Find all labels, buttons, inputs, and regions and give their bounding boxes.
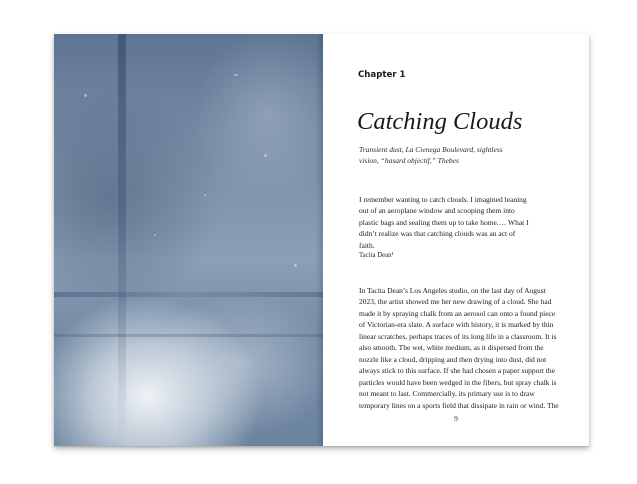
chalk-speck xyxy=(234,74,238,76)
text-page xyxy=(323,34,589,446)
epigraph-attribution: Tacita Dean¹ xyxy=(359,252,394,259)
chalk-speck xyxy=(264,154,267,157)
body-paragraph: In Tacita Dean’s Los Angeles studio, on the last day of August 2023, the artist showed me her new drawing of a cloud. She had made it by spraying chalk from an aerosol can onto a found piece of Victorian-era slate. A surface with history, it is marked by thin linear scratches, perhaps traces of its long life in a classroom. It is also smooth. The wet, white medium, as it dispersed from the nozzle like a cloud, dripping and then drying into dust, did not always stick to this surface. If she had chosen a paper support the particles would have been wedged in the fibers, but spray chalk is not meant to last. Commercially, its primary use is to draw temporary lines on a sports field that dissipate in rain or wind. The xyxy=(359,286,559,410)
slate-scratch xyxy=(54,292,323,297)
chapter-label: Chapter 1 xyxy=(358,70,406,80)
slate-scratch xyxy=(54,334,323,337)
slate-scratch xyxy=(118,34,126,446)
page-number: 9 xyxy=(454,414,458,423)
chapter-subtitle: Transient dust, La Cienega Boulevard, sightless vision, “hasard objectif,” Thebes xyxy=(359,145,503,165)
chalk-speck xyxy=(84,94,87,97)
chalk-speck xyxy=(204,194,206,196)
cloud-chalk-photo xyxy=(54,34,323,446)
chalk-speck xyxy=(154,234,156,236)
book-spread xyxy=(54,34,589,446)
epigraph-quote: I remember wanting to catch clouds. I imagined leaning out of an aeroplane window and scooping them into plastic bags and sealing them up to take home.… What I didn’t realize was that catching clouds was an act of faith. xyxy=(359,195,529,250)
chapter-title: Catching Clouds xyxy=(357,108,523,135)
chalk-speck xyxy=(294,264,297,267)
